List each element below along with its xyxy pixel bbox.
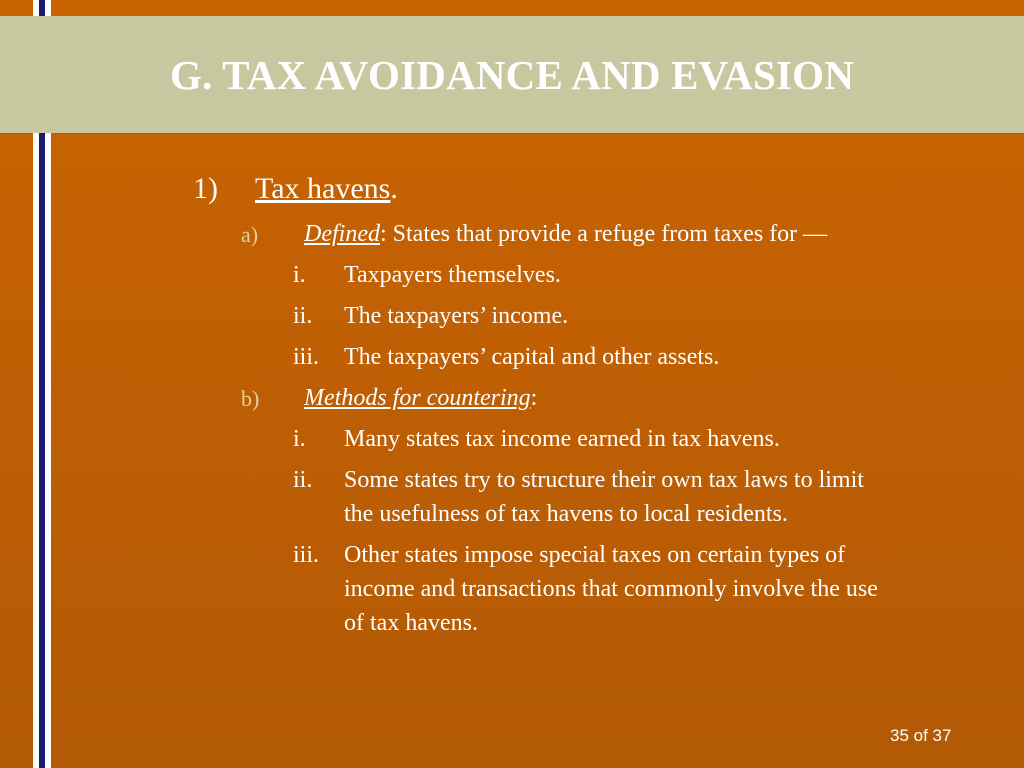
outline-item-1b-iii-line-3: of tax havens. (344, 610, 478, 636)
outline-item-1-heading: Tax havens (255, 172, 391, 205)
outline-item-1a-i-marker: i. (293, 262, 306, 288)
outline-item-1b-iii-line-2: income and transactions that commonly involve the use (344, 576, 878, 602)
outline-item-1b-body: : (530, 385, 538, 411)
outline-item-1a-ii-text: The taxpayers’ income. (344, 303, 569, 329)
outline-item-1b-ii-marker: ii. (293, 467, 313, 493)
outline-item-1b-label: Methods for countering (304, 385, 531, 411)
outline-item-1-text (255, 171, 398, 207)
outline-item-1b-ii-line-2: the usefulness of tax havens to local residents. (344, 501, 788, 527)
page-indicator: 35 of 37 (890, 726, 952, 745)
outline-item-1b-ii-line-1: Some states try to structure their own tax laws to limit (344, 467, 864, 493)
outline-item-1b-i-line-1: Many states tax income earned in tax havens. (344, 426, 780, 452)
outline-item-1a-text (304, 217, 827, 251)
outline-item-1a-label: Defined (304, 221, 380, 247)
outline-item-1b-i-marker: i. (293, 426, 306, 452)
outline-item-1a-ii-marker: ii. (293, 303, 313, 329)
outline-item-1-number: 1) (193, 172, 218, 205)
outline-item-1a-marker: a) (241, 222, 259, 247)
outline-item-1a-body: : States that provide a refuge from taxes for — (379, 221, 828, 247)
outline-item-1b-marker: b) (241, 386, 260, 411)
outline-item-1a-iii-text: The taxpayers’ capital and other assets. (344, 344, 720, 370)
outline-item-1b-iii-marker: iii. (293, 542, 320, 568)
outline-item-1b-text (304, 381, 537, 415)
outline-item-1a-iii-marker: iii. (293, 344, 320, 370)
slide-title: G. TAX AVOIDANCE AND EVASION (169, 51, 855, 98)
outline-item-1-heading-suffix: . (390, 172, 398, 205)
outline-item-1b-iii-line-1: Other states impose special taxes on certain types of (344, 542, 846, 568)
outline-item-1a-i-text: Taxpayers themselves. (344, 262, 561, 288)
